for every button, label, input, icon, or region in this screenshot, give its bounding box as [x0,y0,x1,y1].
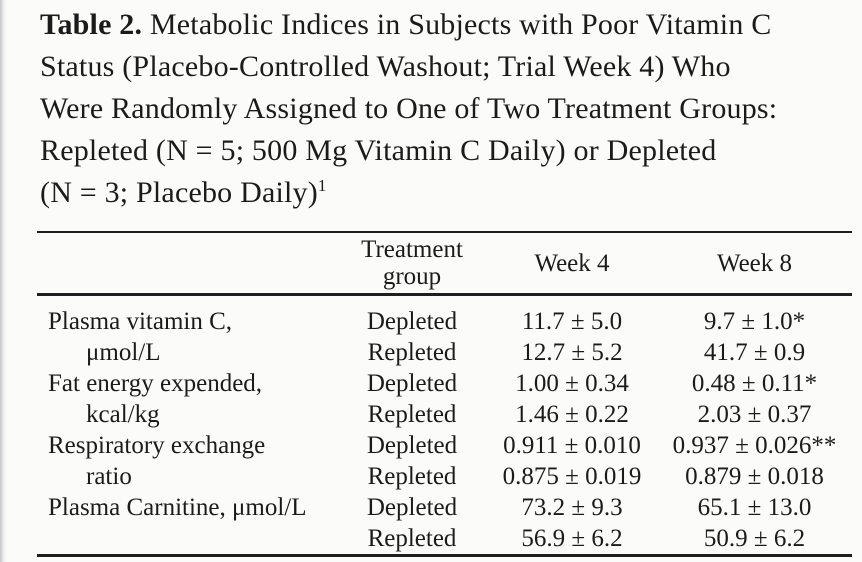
table-row [37,306,852,337]
cell-parameter: ratio [86,462,132,490]
footnote-marker: 1 [317,176,327,195]
caption-text: (N = 3; Placebo Daily) [40,176,318,209]
table-row [37,368,852,399]
cell-week8: 0.48 ± 0.11* [691,369,818,397]
cell-treatment-group: Repleted [367,338,457,366]
column-header-week8: Week 8 [716,249,793,277]
table-caption [40,4,777,214]
table-row [37,430,852,461]
cell-treatment-group: Depleted [366,307,458,335]
table-rule-bottom [37,554,852,557]
cell-week8: 0.879 ± 0.018 [685,462,824,490]
cell-treatment-group: Depleted [366,369,458,397]
cell-parameter: Plasma Carnitine, μmol/L [48,493,307,521]
table-header-row [37,233,852,293]
cell-week4: 11.7 ± 5.0 [521,307,623,335]
cell-parameter: μmol/L [86,338,161,366]
table-row [37,523,852,554]
page-scan-edge [0,0,7,562]
caption-line: Were Randomly Assigned to One of Two Treatment Groups: [40,92,778,125]
cell-treatment-group: Repleted [367,462,457,490]
cell-week8: 65.1 ± 13.0 [697,493,812,521]
table-number-label: Table 2. [40,8,143,41]
caption-line [40,4,777,46]
metabolic-indices-table [37,231,852,557]
caption-line [40,172,777,214]
cell-parameter: Fat energy expended, [48,369,263,397]
table-row [37,337,852,368]
column-header-week4: Week 4 [534,249,610,277]
cell-week4: 73.2 ± 9.3 [521,493,623,521]
column-header-treatment-group: Treatment group [361,236,463,290]
table-row [37,492,852,523]
cell-week4: 1.00 ± 0.34 [515,369,629,397]
cell-parameter: Respiratory exchange [48,431,266,459]
caption-line: Status (Placebo-Controlled Washout; Trial Week 4) Who [40,50,731,83]
cell-week4: 12.7 ± 5.2 [521,338,623,366]
cell-parameter: kcal/kg [86,400,160,428]
cell-parameter: Plasma vitamin C, [48,307,233,335]
table-row [37,461,852,492]
caption-text: Metabolic Indices in Subjects with Poor Vitamin C [149,8,772,41]
cell-treatment-group: Depleted [366,431,458,459]
cell-week4: 0.911 ± 0.010 [503,431,641,459]
cell-week4: 1.46 ± 0.22 [515,400,629,428]
cell-week8: 0.937 ± 0.026** [672,431,837,459]
cell-week8: 50.9 ± 6.2 [703,524,806,552]
table-row [37,399,852,430]
cell-treatment-group: Repleted [367,400,457,428]
cell-week8: 2.03 ± 0.37 [697,400,812,428]
cell-treatment-group: Depleted [366,493,458,521]
table-body [37,296,852,554]
cell-week4: 0.875 ± 0.019 [502,462,642,490]
cell-week8: 9.7 ± 1.0* [703,307,806,335]
cell-week4: 56.9 ± 6.2 [521,524,623,552]
cell-treatment-group: Repleted [367,524,457,552]
caption-line: Repleted (N = 5; 500 Mg Vitamin C Daily) or Depleted [40,134,717,167]
cell-week8: 41.7 ± 0.9 [703,338,806,366]
